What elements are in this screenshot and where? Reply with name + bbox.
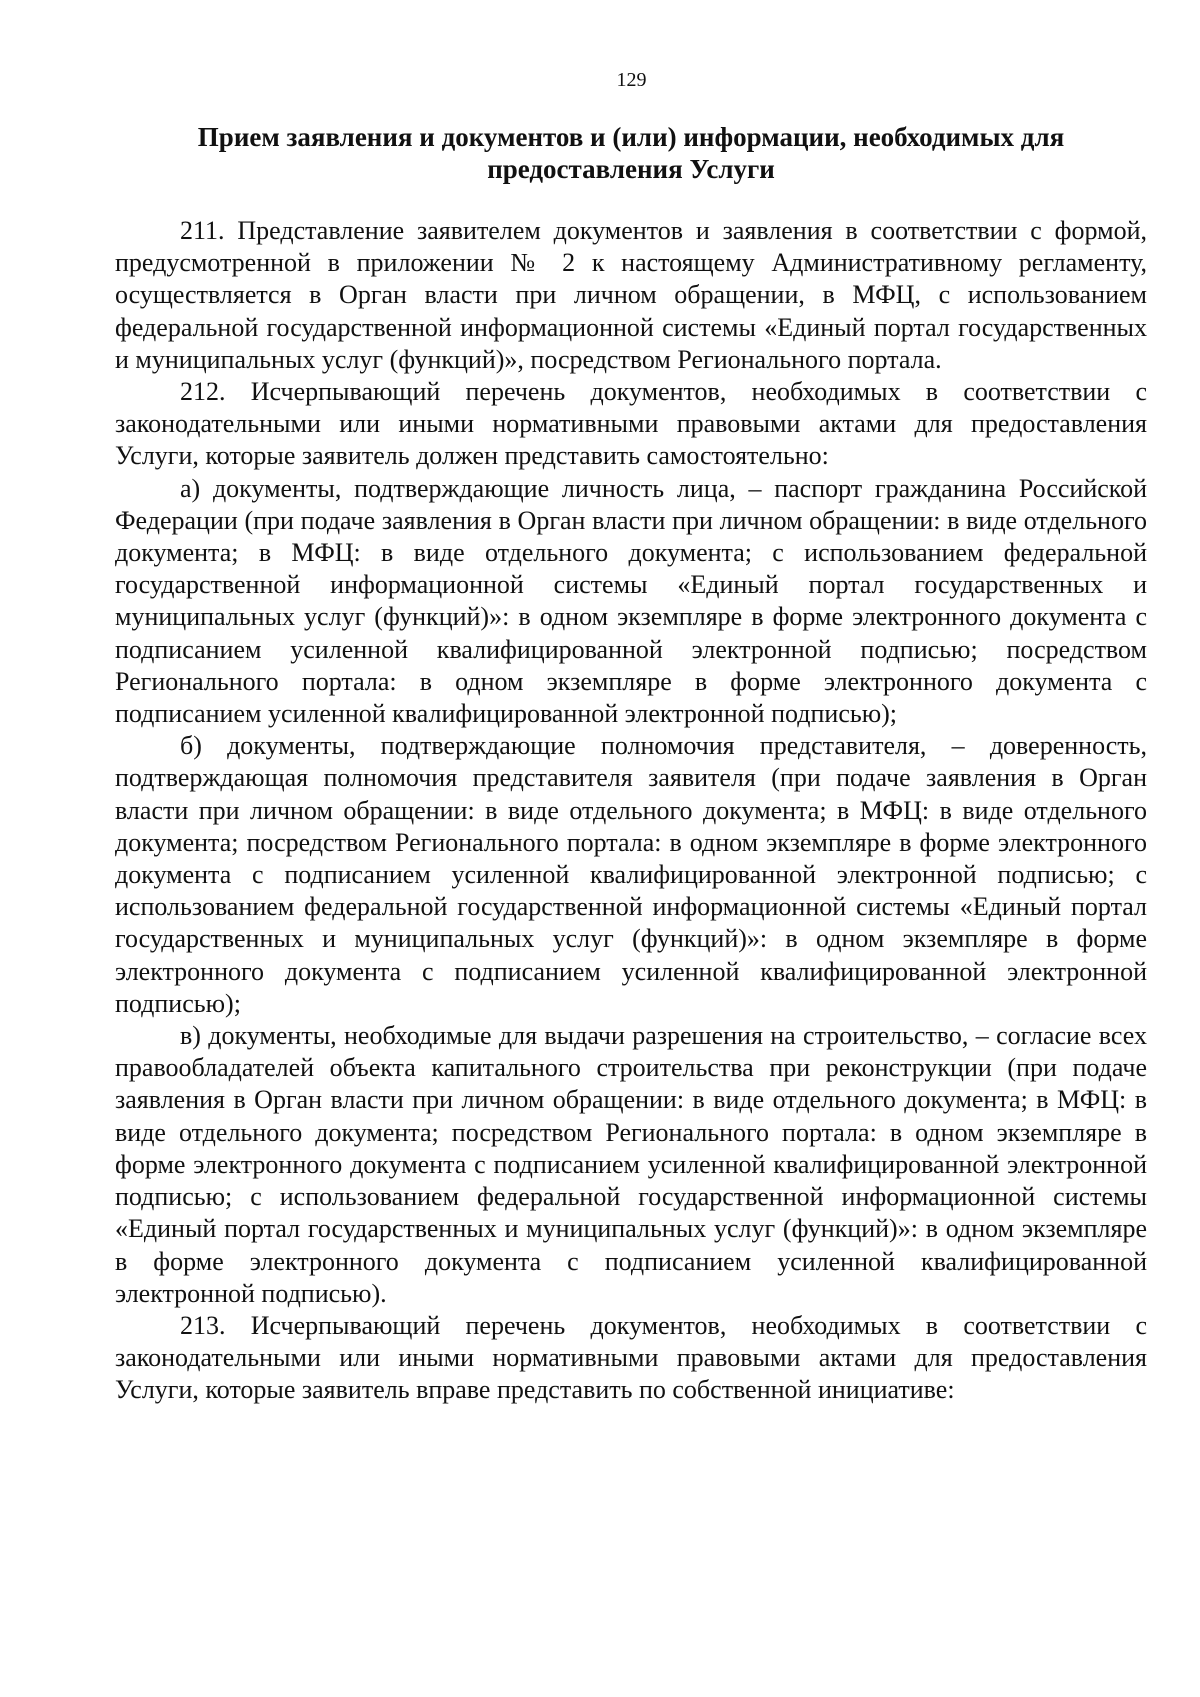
paragraph-211: 211. Представление заявителем документов и заявления в соответствии с формой, предусмотренной в приложении № 2 к настоящему Административному регламенту, осуществляется в Орган власти при личном обращении, в МФЦ, с использованием федеральной государственной информационной системы «Единый портал государственных и муниципальных услуг (функций)», посредством Регионального портала.	[115, 216, 1147, 374]
document-body	[115, 121, 1147, 1407]
paragraph-212: 212. Исчерпывающий перечень документов, необходимых в соответствии с законодательными или иными нормативными правовыми актами для предоставления Услуги, которые заявитель должен представить самостоятельно:	[115, 377, 1147, 471]
section-heading	[115, 121, 1147, 185]
page-number: 129	[616, 69, 647, 91]
section-heading-line-2: предоставления Услуги	[487, 154, 775, 184]
section-heading-line-1: Прием заявления и документов и (или) информации, необходимых для	[197, 122, 1065, 152]
paragraph-212-item-a: а) документы, подтверждающие личность лица, – паспорт гражданина Российской Федерации (при подаче заявления в Орган власти при личном обращении: в виде отдельного документа; в МФЦ: в виде отдельного документа; с использованием федеральной государственной информационной системы «Единый портал государственных и муниципальных услуг (функций)»: в одном экземпляре в форме электронного документа с подписанием усиленной квалифицированной электронной подписью; посредством Регионального портала: в одном экземпляре в форме электронного документа с подписанием усиленной квалифицированной электронной подписью);	[115, 473, 1147, 729]
paragraph-212-item-b: б) документы, подтверждающие полномочия представителя, – доверенность, подтверждающая полномочия представителя заявителя (при подаче заявления в Орган власти при личном обращении: в виде отдельного документа; в МФЦ: в виде отдельного документа; посредством Регионального портала: в одном экземпляре в форме электронного документа с подписанием усиленной квалифицированной электронной подписью; с использованием федеральной государственной информационной системы «Единый портал государственных и муниципальных услуг (функций)»: в одном экземпляре в форме электронного документа с подписанием усиленной квалифицированной электронной подписью);	[115, 731, 1147, 1018]
paragraph-213: 213. Исчерпывающий перечень документов, необходимых в соответствии с законодательными или иными нормативными правовыми актами для предоставления Услуги, которые заявитель вправе представить по собственной инициативе:	[115, 1310, 1147, 1405]
paragraph-212-item-v: в) документы, необходимые для выдачи разрешения на строительство, – согласие всех правообладателей объекта капитального строительства при реконструкции (при подаче заявления в Орган власти при личном обращении: в виде отдельного документа; в МФЦ: в виде отдельного документа; посредством Регионального портала: в одном экземпляре в форме электронного документа с подписанием усиленной квалифицированной электронной подписью; с использованием федеральной государственной информационной системы «Единый портал государственных и муниципальных услуг (функций)»: в одном экземпляре в форме электронного документа с подписанием усиленной квалифицированной электронной подписью).	[115, 1021, 1147, 1308]
